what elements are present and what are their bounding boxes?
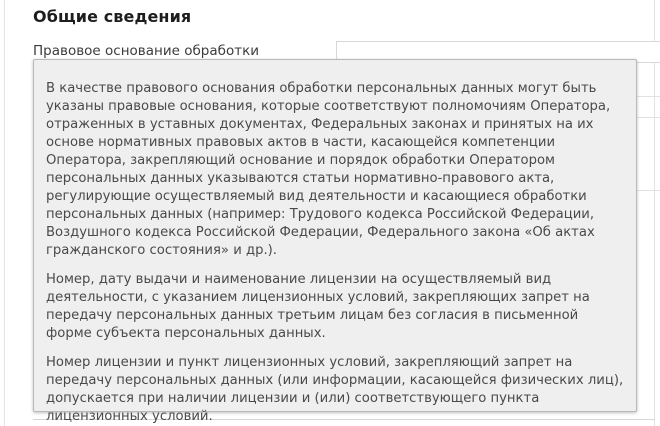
legal-basis-label: Правовое основание обработки <box>33 43 260 59</box>
tooltip-paragraph-legal-basis: В качестве правового основания обработки персональных данных могут быть указаны правовые основания, которые соответствуют полномочиям Оператора, отраженных в уставных документах, Федеральных законах и принятых на их основе нормативных правовых актов в части, касающейся компетенции Оператора, закрепляющий основание и порядок обработки Оператором персональных данных указываются статьи нормативно-правового акта, регулирующие осуществляемый вид деятельности и касающиеся обработки персональных данных (например: Трудового кодекса Российской Федерации, Воздушного кодекса Российской Федерации, Федерального закона «Об актах гражданского состояния» и др.). <box>46 81 611 258</box>
tooltip-paragraph-license-number: Номер лицензии и пункт лицензионных условий, закрепляющий запрет на передачу персональных данных (или информации, касающейся физических лиц), допускается при наличии лицензии и (или) соответствующего пункта лицензионных условий. <box>46 355 624 424</box>
section-title: Общие сведения <box>33 7 192 26</box>
help-tooltip <box>33 59 637 424</box>
tooltip-paragraph-license: Номер, дату выдачи и наименование лицензии на осуществляемый вид деятельности, с указанием лицензионных условий, закрепляющих запрет на передачу персональных данных третьим лицам без согласия в письменной форме субъекта персональных данных. <box>46 272 590 341</box>
